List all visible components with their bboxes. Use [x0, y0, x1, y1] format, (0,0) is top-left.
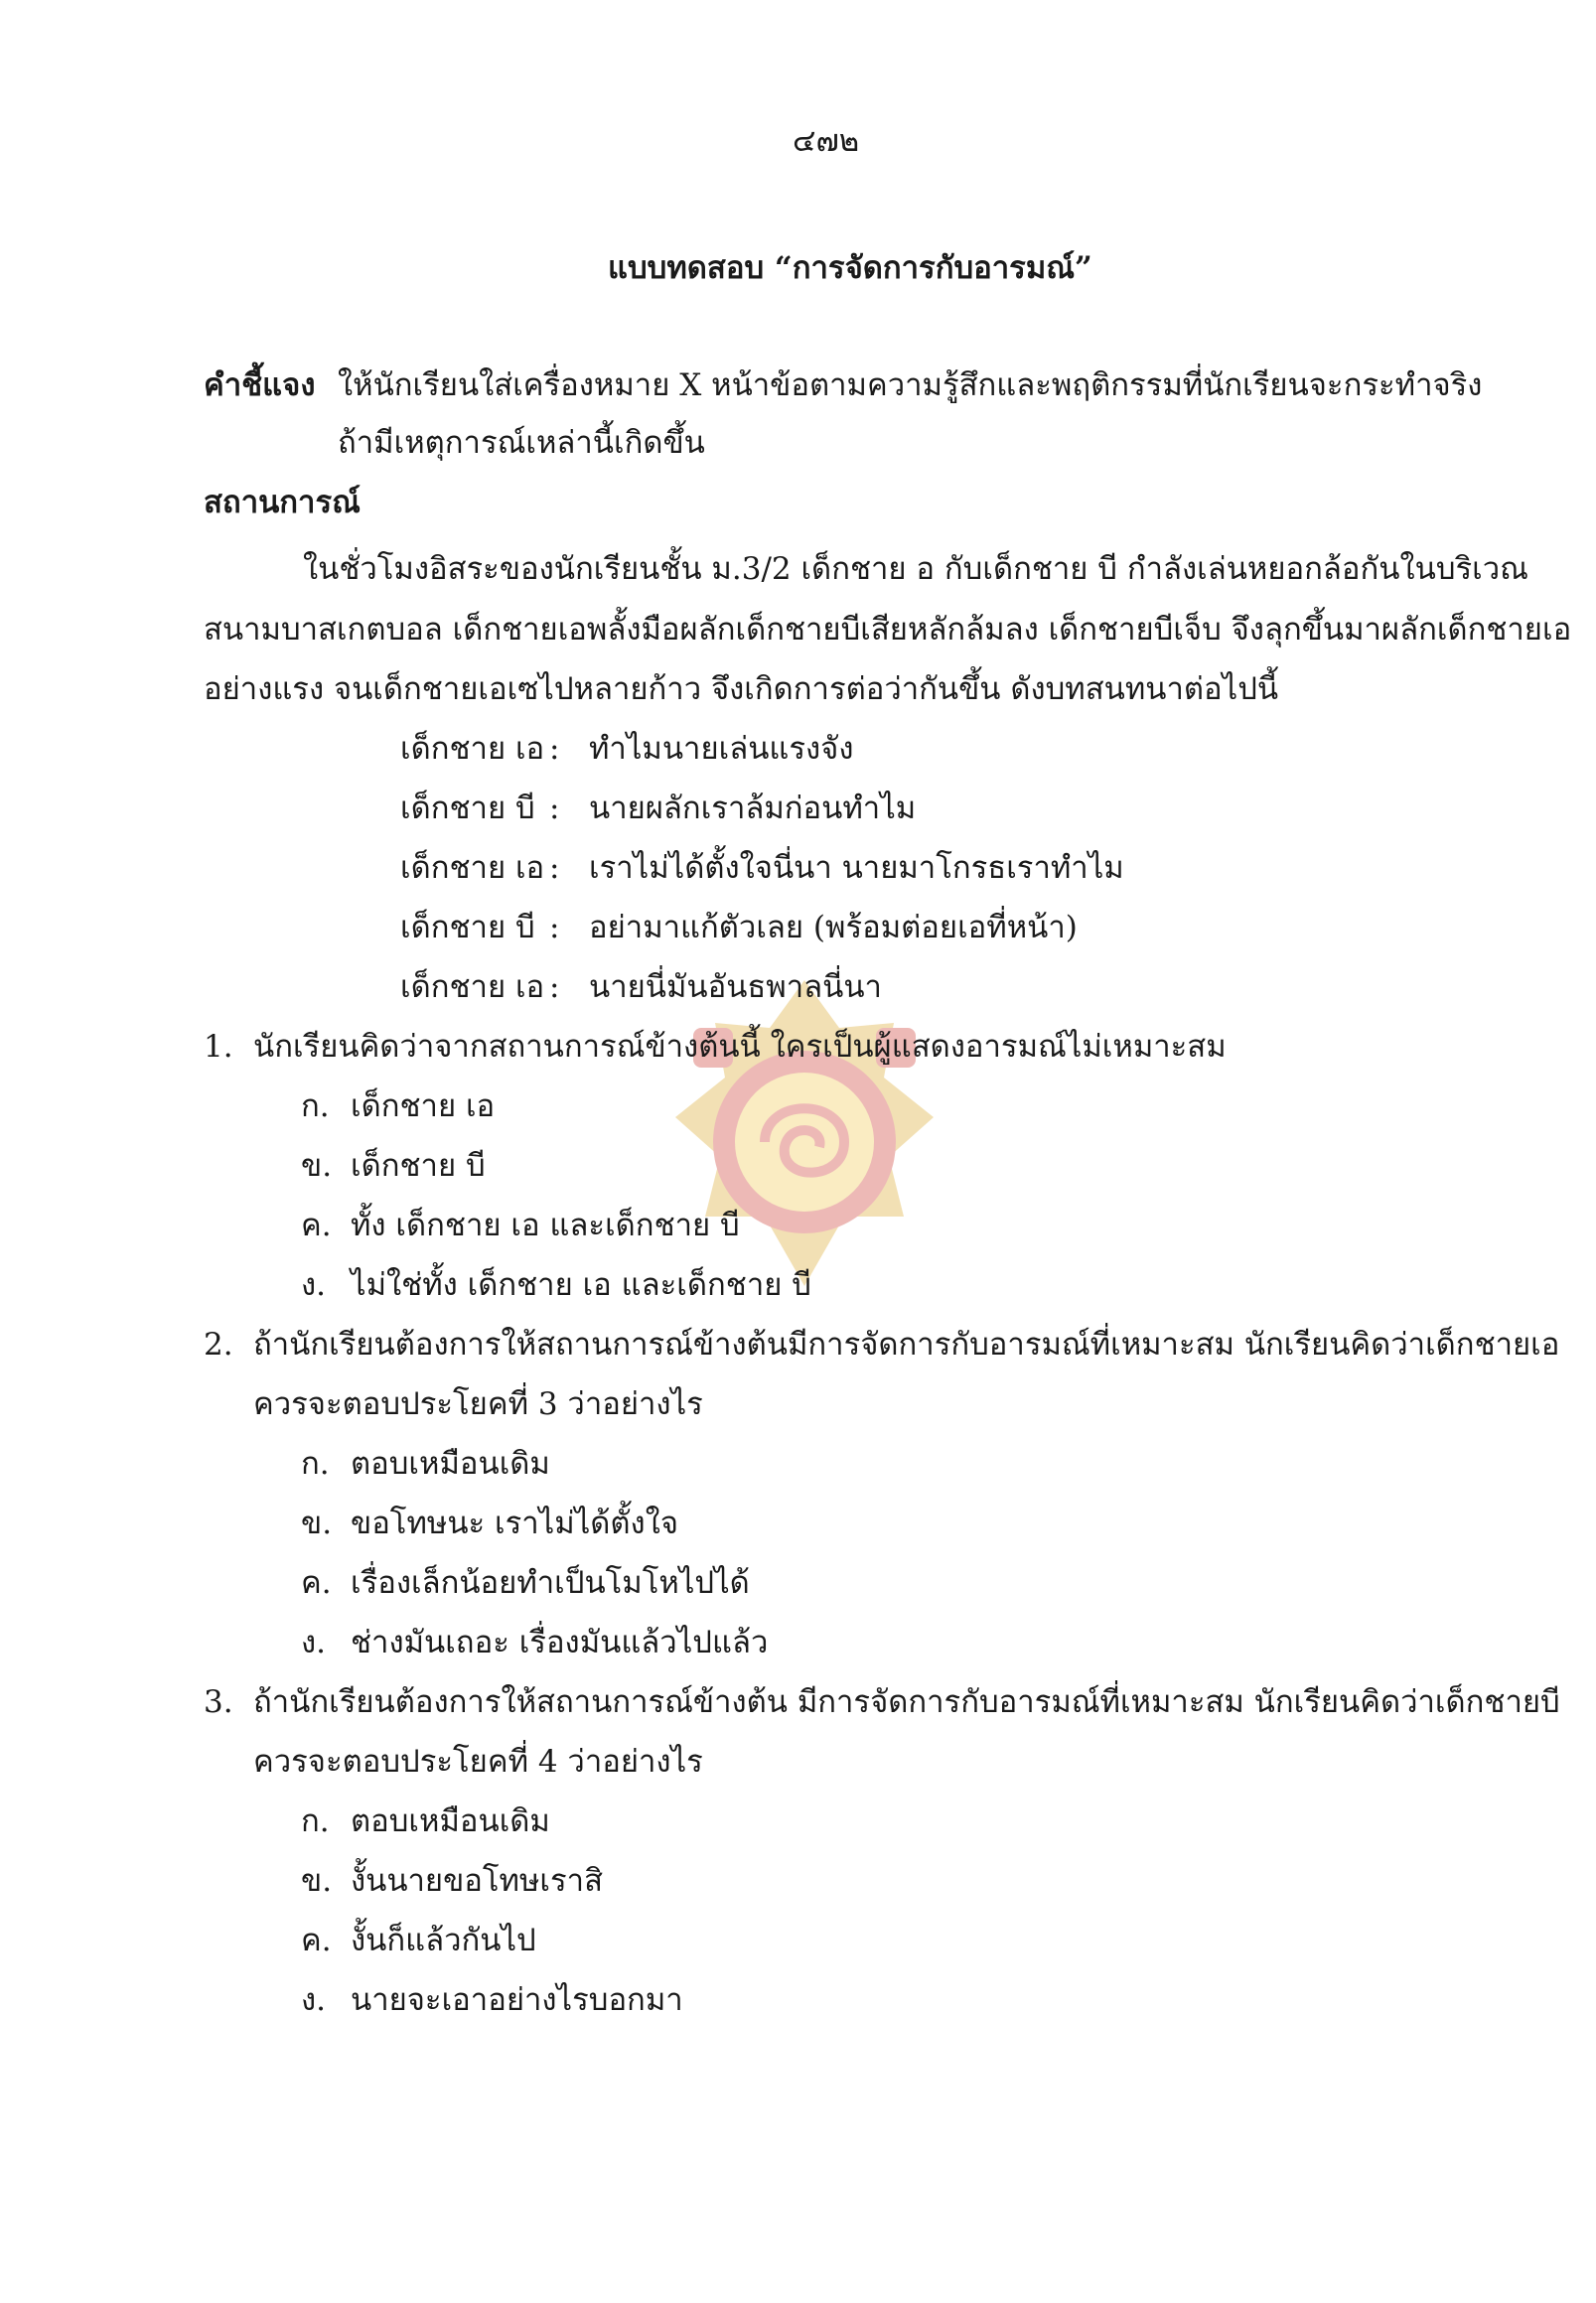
instructions-line-2: ถ้ามีเหตุการณ์เหล่านี้เกิดขึ้น — [338, 425, 705, 461]
choice-text: ตอบเหมือนเดิม — [351, 1446, 550, 1482]
choice-label: ง. — [301, 1625, 326, 1660]
choice-text: ไม่ใช่ทั้ง เด็กชาย เอ และเด็กชาย บี — [351, 1267, 811, 1303]
dialogue-text: นายผลักเราล้มก่อนทำไม — [589, 791, 917, 826]
choice-item[interactable] — [301, 1563, 750, 1603]
choice-label: ค. — [301, 1565, 332, 1601]
choice-label: ข. — [301, 1506, 333, 1541]
choice-item[interactable] — [301, 1921, 536, 1960]
choice-text: นายจะเอาอย่างไรบอกมา — [351, 1982, 683, 2018]
question-text: นักเรียนคิดว่าจากสถานการณ์ข้างต้นนี้ ใครเป็นผู้แสดงอารมณ์ไม่เหมาะสม — [253, 1029, 1227, 1065]
choice-label: ข. — [301, 1148, 333, 1184]
choice-item[interactable] — [301, 1861, 603, 1901]
choice-text: ตอบเหมือนเดิม — [351, 1803, 550, 1839]
page-number: ๔๗๒ — [793, 123, 860, 159]
choice-item[interactable] — [301, 1265, 811, 1305]
choice-text: เด็กชาย บี — [351, 1148, 486, 1184]
dialogue-line — [400, 729, 853, 769]
question-number: 3. — [204, 1684, 233, 1720]
choice-text: ทั้ง เด็กชาย เอ และเด็กชาย บี — [351, 1208, 740, 1243]
choice-label: ข. — [301, 1863, 333, 1899]
question-text-continued: ควรจะตอบประโยคที่ 3 ว่าอย่างไร — [253, 1386, 703, 1422]
question-text-continued: ควรจะตอบประโยคที่ 4 ว่าอย่างไร — [253, 1744, 703, 1780]
choice-text: งั้นก็แล้วกันไป — [351, 1923, 536, 1958]
question-text: ถ้านักเรียนต้องการให้สถานการณ์ข้างต้น มีการจัดการกับอารมณ์ที่เหมาะสม นักเรียนคิดว่าเด็กชายบี — [253, 1684, 1560, 1720]
choice-text: เรื่องเล็กน้อยทำเป็นโมโหไปได้ — [351, 1565, 750, 1601]
dialogue-speaker: เด็กชาย เอ — [400, 969, 545, 1005]
dialogue-separator: : — [549, 731, 560, 767]
choice-label: ก. — [301, 1088, 330, 1124]
choice-label: ค. — [301, 1923, 332, 1958]
scenario-paragraph-line: ในชั่วโมงอิสระของนักเรียนชั้น ม.3/2 เด็กชาย อ กับเด็กชาย บี กำลังเล่นหยอกล้อกันในบริเวณ — [303, 551, 1528, 587]
dialogue-speaker: เด็กชาย เอ — [400, 731, 545, 767]
choice-label: ก. — [301, 1446, 330, 1482]
exam-title: แบบทดสอบ “การจัดการกับอารมณ์” — [608, 250, 1092, 286]
dialogue-separator: : — [549, 850, 560, 886]
dialogue-text: นายนี่มันอันธพาลนี่นา — [589, 969, 882, 1005]
dialogue-text: ทำไมนายเล่นแรงจัง — [589, 731, 854, 767]
choice-text: งั้นนายขอโทษเราสิ — [351, 1863, 603, 1899]
choice-label: ก. — [301, 1803, 330, 1839]
choice-item[interactable] — [301, 1146, 486, 1186]
question-3 — [204, 1682, 1560, 1722]
question-number: 2. — [204, 1327, 233, 1363]
instructions-label: คำชี้แจง — [204, 367, 316, 403]
dialogue-speaker: เด็กชาย บี — [400, 910, 535, 945]
dialogue-line — [400, 967, 882, 1007]
dialogue-text: เราไม่ได้ตั้งใจนี่นา นายมาโกรธเราทำไม — [589, 850, 1124, 886]
dialogue-speaker: เด็กชาย บี — [400, 791, 535, 826]
instructions-line-1: ให้นักเรียนใส่เครื่องหมาย X หน้าข้อตามความรู้สึกและพฤติกรรมที่นักเรียนจะกระทำจริง — [338, 367, 1483, 403]
choice-text: ช่างมันเถอะ เรื่องมันแล้วไปแล้ว — [351, 1625, 769, 1660]
scenario-heading: สถานการณ์ — [204, 485, 361, 520]
question-2 — [204, 1325, 1559, 1365]
dialogue-line — [400, 908, 1078, 947]
choice-label: ค. — [301, 1208, 332, 1243]
choice-item[interactable] — [301, 1623, 768, 1662]
choice-text: เด็กชาย เอ — [351, 1088, 496, 1124]
dialogue-speaker: เด็กชาย เอ — [400, 850, 545, 886]
scenario-paragraph-line: สนามบาสเกตบอล เด็กชายเอพลั้งมือผลักเด็กชายบีเสียหลักล้มลง เด็กชายบีเจ็บ จึงลุกขึ้นมาผลักเด็กชายเอ — [204, 612, 1572, 648]
ministry-emblem-watermark — [655, 968, 953, 1306]
dialogue-text: อย่ามาแก้ตัวเลย (พร้อมต่อยเอที่หน้า) — [589, 910, 1078, 945]
question-1 — [204, 1027, 1227, 1067]
dialogue-separator: : — [549, 910, 560, 945]
choice-item[interactable] — [301, 1444, 550, 1484]
dialogue-separator: : — [549, 791, 560, 826]
question-text: ถ้านักเรียนต้องการให้สถานการณ์ข้างต้นมีการจัดการกับอารมณ์ที่เหมาะสม นักเรียนคิดว่าเด็กชายเอ — [253, 1327, 1560, 1363]
question-number: 1. — [204, 1029, 233, 1065]
dialogue-line — [400, 848, 1124, 888]
choice-label: ง. — [301, 1982, 326, 2018]
choice-item[interactable] — [301, 1504, 678, 1543]
dialogue-separator: : — [549, 969, 560, 1005]
choice-label: ง. — [301, 1267, 326, 1303]
choice-item[interactable] — [301, 1086, 495, 1126]
choice-item[interactable] — [301, 1801, 550, 1841]
choice-item[interactable] — [301, 1980, 683, 2020]
choice-item[interactable] — [301, 1206, 740, 1245]
scenario-paragraph-line: อย่างแรง จนเด็กชายเอเซไปหลายก้าว จึงเกิดการต่อว่ากันขึ้น ดังบทสนทนาต่อไปนี้ — [204, 671, 1279, 707]
dialogue-line — [400, 789, 916, 828]
choice-text: ขอโทษนะ เราไม่ได้ตั้งใจ — [351, 1506, 678, 1541]
